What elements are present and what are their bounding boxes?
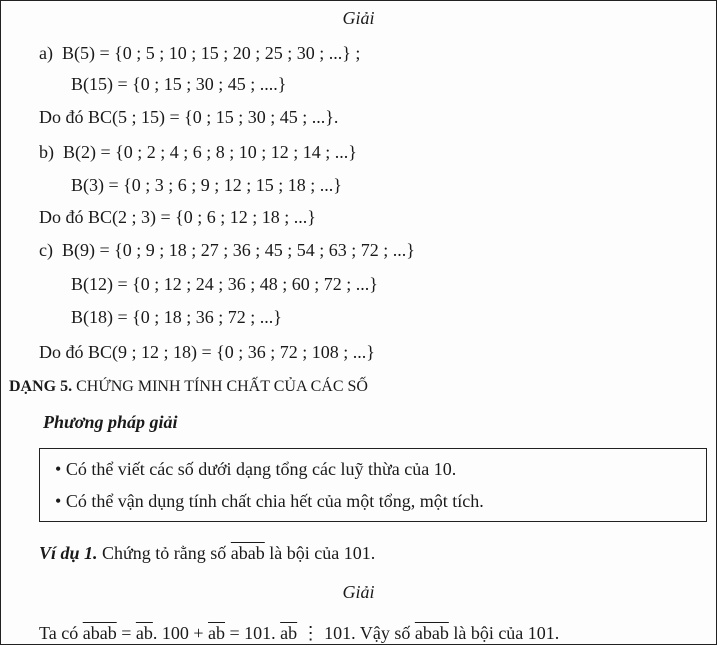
part-c-line-1: [39, 238, 415, 262]
method-item-1: [55, 457, 456, 481]
method-item-1-text: Có thể viết các số dưới dạng tổng các luỹ thừa của 10.: [65, 459, 457, 479]
section-label: DẠNG 5.: [9, 378, 73, 395]
part-a-label: a): [39, 43, 53, 63]
part-a-b15: B(15) = {0 ; 15 ; 30 ; 45 ; ....}: [71, 74, 287, 94]
solution-t2: =: [121, 623, 132, 643]
part-b-label: b): [39, 142, 54, 162]
section-heading: [9, 375, 368, 399]
part-a-line-1: [39, 41, 360, 65]
solution-n3: $\overline{ab}$: [208, 623, 226, 643]
solution-heading-2: Giải: [342, 582, 375, 602]
method-title: Phương pháp giải: [43, 412, 178, 432]
solution-t6: là bội của 101.: [453, 623, 560, 643]
solution-t4: = 101.: [229, 623, 276, 643]
solution-t1: Ta có: [39, 623, 79, 643]
solution-t3: . 100 +: [152, 623, 204, 643]
part-c-label: c): [39, 240, 53, 260]
solution-n2: $\overline{ab}$: [135, 623, 153, 643]
part-c-b18: B(18) = {0 ; 18 ; 36 ; 72 ; ...}: [71, 307, 282, 327]
method-item-2: [55, 489, 484, 513]
part-b-b2: B(2) = {0 ; 2 ; 4 ; 6 ; 8 ; 10 ; 12 ; 14 ; ...}: [63, 142, 357, 162]
example-number: abab: [230, 543, 265, 563]
solution-n4: $\overline{ab}$: [280, 623, 298, 643]
example-line: [39, 541, 375, 565]
example-label: Ví dụ 1.: [39, 543, 98, 563]
example-text-before: Chứng tỏ rằng số: [102, 543, 227, 563]
section-title: CHỨNG MINH TÍNH CHẤT CỦA CÁC SỐ: [76, 378, 368, 395]
example-text-after: là bội của 101.: [269, 543, 376, 563]
part-c-conclusion: Do đó BC(9 ; 12 ; 18) = {0 ; 36 ; 72 ; 108 ; ...}: [39, 342, 375, 362]
part-b-line-1: [39, 140, 357, 164]
method-item-2-text: Có thể vận dụng tính chất chia hết của một tổng, một tích.: [65, 491, 484, 511]
part-b-conclusion: Do đó BC(2 ; 3) = {0 ; 6 ; 12 ; 18 ; ...}: [39, 207, 316, 227]
solution-heading-1: Giải: [342, 8, 375, 28]
solution-n1: abab: [82, 623, 117, 643]
bullet-icon: •: [55, 491, 62, 511]
part-b-b3: B(3) = {0 ; 3 ; 6 ; 9 ; 12 ; 15 ; 18 ; ...}: [71, 175, 342, 195]
solution-line: [39, 621, 559, 645]
solution-n5: abab: [414, 623, 449, 643]
bullet-icon: •: [55, 459, 62, 479]
part-a-b5: B(5) = {0 ; 5 ; 10 ; 15 ; 20 ; 25 ; 30 ; ...} ;: [61, 43, 361, 63]
part-c-b9: B(9) = {0 ; 9 ; 18 ; 27 ; 36 ; 45 ; 54 ; 63 ; 72 ; ...}: [61, 240, 415, 260]
solution-t5: ⋮ 101. Vậy số: [301, 623, 411, 643]
part-c-b12: B(12) = {0 ; 12 ; 24 ; 36 ; 48 ; 60 ; 72 ; ...}: [71, 274, 378, 294]
part-a-conclusion: Do đó BC(5 ; 15) = {0 ; 15 ; 30 ; 45 ; ...}.: [39, 107, 339, 127]
